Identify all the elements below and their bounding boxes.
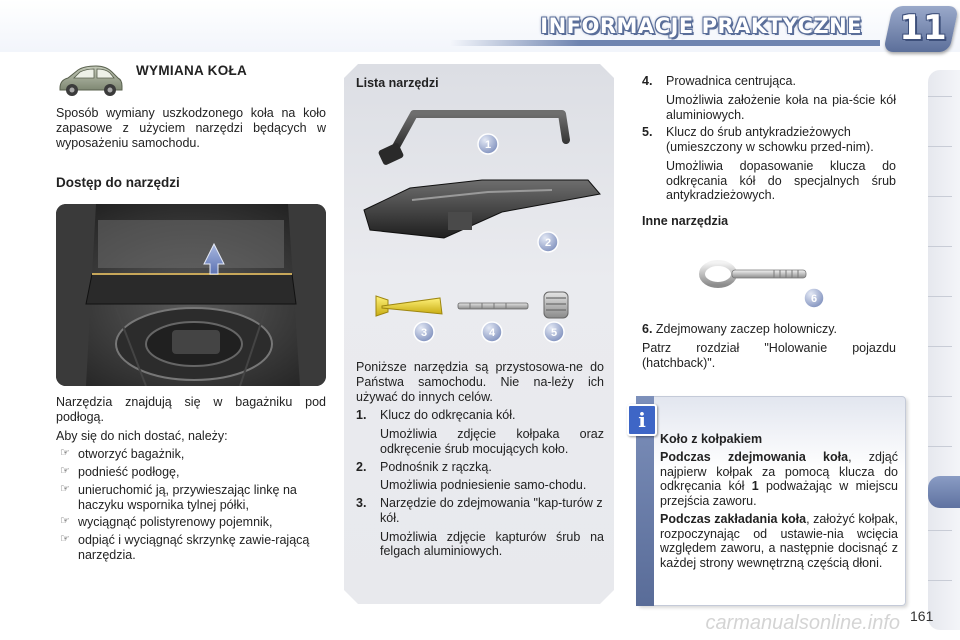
access-instructions bbox=[56, 395, 326, 566]
access-heading: Dostęp do narzędzi bbox=[56, 175, 180, 190]
bullet-icon: ☞ bbox=[60, 447, 70, 460]
bullet-icon: ☞ bbox=[60, 515, 70, 528]
centering-guide-icon bbox=[458, 303, 528, 309]
svg-text:2: 2 bbox=[544, 237, 552, 249]
info-icon: i bbox=[627, 404, 657, 436]
list-item: 4. Prowadnica centrująca. Umożliwia założenie koła na pia-ście kół aluminiowych. bbox=[642, 74, 896, 122]
tools-list bbox=[356, 408, 604, 559]
page-number: 161 bbox=[910, 608, 934, 624]
chapter-tab-divider bbox=[928, 96, 952, 97]
chapter-tab-divider bbox=[928, 146, 952, 147]
callout-2 bbox=[538, 232, 558, 252]
callout-1 bbox=[478, 134, 498, 154]
bullet-icon: ☞ bbox=[60, 465, 70, 477]
towing-item: 6. Zdejmowany zaczep holowniczy. bbox=[642, 322, 838, 336]
chapter-number: 11 bbox=[899, 8, 947, 48]
header-stripe bbox=[450, 40, 880, 46]
info-box-content bbox=[660, 432, 898, 574]
list-item: ☞ unieruchomić ją, przywieszając linkę na haczyku wspornika tylnej półki, bbox=[60, 482, 297, 512]
towing-eye-illustration bbox=[696, 254, 836, 310]
list-item: 2. Podnośnik z rączką. Umożliwia podniesienie samo-chodu. bbox=[356, 459, 587, 493]
list-item: ☞ otworzyć bagażnik, bbox=[60, 447, 185, 462]
chapter-tab-divider bbox=[928, 346, 952, 347]
callout-4 bbox=[482, 322, 502, 342]
svg-text:4: 4 bbox=[488, 327, 496, 339]
list-item: ☞ wyciągnąć polistyrenowy pojemnik, bbox=[60, 515, 273, 530]
wheel-brace-icon bbox=[378, 114, 566, 166]
svg-text:3: 3 bbox=[420, 327, 428, 339]
callout-6 bbox=[804, 288, 824, 308]
fitting-paragraph: Podczas zakładania koła, założyć kołpak, rozpoczynając od ustawie-nia wcięcia względem zaworu, a następnie docisnąć z każdej strony wewnętrzną częścią dłoni. bbox=[660, 511, 898, 570]
list-item: 1. Klucz do odkręcania kół. Umożliwia zdjęcie kołpaka oraz odkręcenie śrub mocujących koło. bbox=[356, 408, 604, 456]
tools-lead-text: Poniższe narzędzia są przystosowa-ne do Państwa samochodu. Nie na-leży ich używać do innych celów. bbox=[356, 360, 604, 404]
svg-text:1: 1 bbox=[484, 139, 492, 151]
tools-continued bbox=[642, 74, 896, 206]
chapter-tab-divider bbox=[928, 530, 952, 531]
tools-list-title: Lista narzędzi bbox=[356, 76, 439, 90]
trunk-photo bbox=[56, 204, 326, 386]
intro-paragraph: Sposób wymiany uszkodzonego koła na koło zapasowe z użyciem narzędzi będących w wyposażeniu samochodu. bbox=[56, 106, 326, 150]
bullet-icon: ☞ bbox=[60, 533, 70, 545]
svg-text:6: 6 bbox=[810, 293, 818, 305]
chapter-tab-active[interactable] bbox=[928, 476, 960, 508]
list-item: ☞ odpiąć i wyciągnąć skrzynkę zawie-rającą narzędzia. bbox=[60, 533, 310, 562]
tools-list-continued bbox=[642, 74, 896, 203]
tools-illustration bbox=[352, 100, 608, 350]
anti-theft-key-icon bbox=[544, 292, 568, 318]
chapter-tab-divider bbox=[928, 446, 952, 447]
callout-3 bbox=[414, 322, 434, 342]
callout-5 bbox=[544, 322, 564, 342]
chapter-tab-divider bbox=[928, 246, 952, 247]
steps-list bbox=[56, 447, 326, 562]
list-item: 3. Narzędzie do zdejmowania "kap-turów z kół. Umożliwia zdjęcie kapturów śrub na felgach aluminiowych. bbox=[356, 496, 604, 559]
watermark: carmanualsonline.info bbox=[705, 612, 900, 634]
chapter-tab-divider bbox=[928, 580, 952, 581]
car-icon bbox=[56, 60, 124, 100]
tools-description bbox=[356, 360, 604, 562]
bullet-icon: ☞ bbox=[60, 482, 70, 495]
jack-icon bbox=[364, 180, 600, 238]
chapter-tab-divider bbox=[928, 196, 952, 197]
removal-paragraph: Podczas zdejmowania koła, zdjąć najpierw kołpak za pomocą klucza do odkręcania kół 1 podważając w miejscu przejścia zaworu. bbox=[660, 449, 898, 508]
list-item: ☞ podnieść podłogę, bbox=[60, 465, 180, 479]
towing-caption bbox=[642, 322, 896, 374]
chapter-tabs bbox=[928, 70, 960, 630]
chapter-tab-divider bbox=[928, 296, 952, 297]
list-item: 5. Klucz do śrub antykradzieżowych (umieszczony w schowku przed-nim). Umożliwia dopasowanie klucza do odkręcania kół do specjalnych śrub antykradzieżowych. bbox=[642, 125, 896, 203]
other-tools-title: Inne narzędzia bbox=[642, 214, 729, 228]
section-title: WYMIANA KOŁA bbox=[136, 63, 248, 78]
cap-remover-icon bbox=[376, 296, 442, 316]
towing-eye-icon bbox=[702, 263, 806, 285]
info-box-title: Koło z kołpakiem bbox=[660, 432, 763, 446]
page-header-title: INFORMACJE PRAKTYCZNE bbox=[540, 14, 862, 38]
location-text: Narzędzia znajdują się w bagażniku pod podłogą. bbox=[56, 395, 326, 424]
svg-text:5: 5 bbox=[550, 327, 558, 339]
chapter-tab-divider bbox=[928, 396, 952, 397]
towing-reference: Patrz rozdział "Holowanie pojazdu (hatchback)". bbox=[642, 340, 896, 370]
how-to-text: Aby się do nich dostać, należy: bbox=[56, 428, 228, 443]
